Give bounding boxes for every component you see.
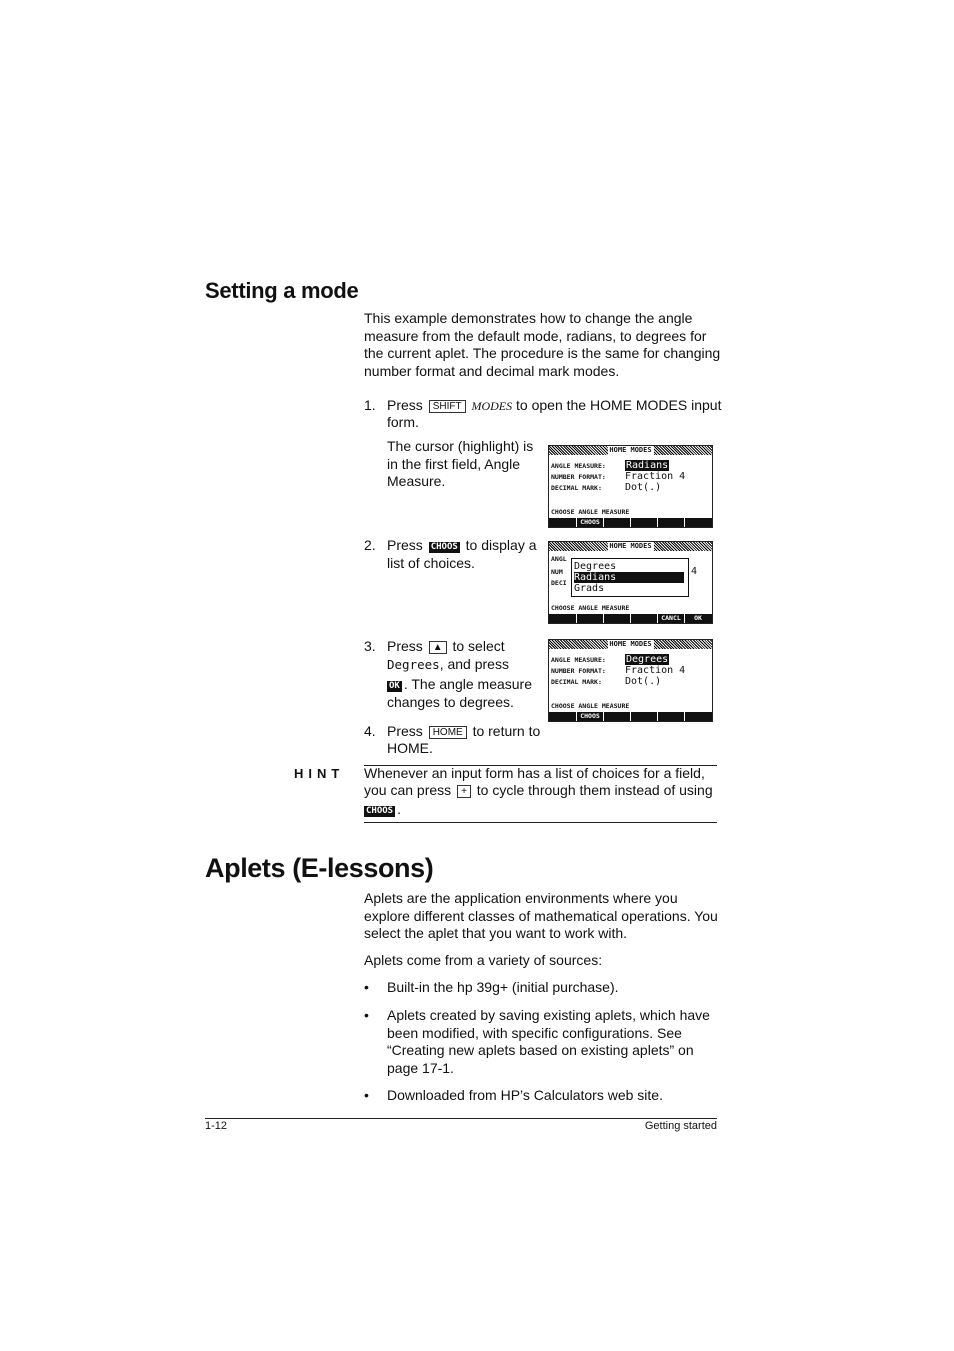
step-text: to return to [472, 723, 541, 739]
choices-popup [571, 558, 689, 597]
screen-title-bar [549, 446, 712, 455]
step-text: , and press [439, 656, 509, 672]
step-text: to display a [465, 537, 537, 553]
bullet-line: Downloaded from HP’s Calculators web site. [387, 1087, 663, 1103]
hint-line-3 [364, 801, 401, 819]
field-value: Dot(.) [625, 676, 662, 687]
menu-key [576, 614, 603, 623]
menu-key: OK [684, 614, 711, 623]
field-label: ANGLE MEASURE: [551, 656, 606, 664]
step-1-note [387, 438, 537, 491]
modes-shifted-label: MODES [471, 399, 513, 413]
step-number: 2. [364, 537, 376, 553]
screen-help-text: CHOOSE ANGLE MEASURE [551, 604, 630, 612]
menu-key [684, 518, 711, 527]
screen-help-text: CHOOSE ANGLE MEASURE [551, 702, 630, 710]
note-line: Measure. [387, 473, 446, 490]
footer-chapter-title: Getting started [644, 1120, 717, 1132]
footer-page-number: 1-12 [205, 1120, 228, 1132]
bullet-line: been modified, with specific configurations. See [387, 1024, 682, 1041]
field-value: Fraction 4 [625, 665, 686, 676]
field-label-partial: ANGL [551, 555, 567, 563]
bullet-line: page 17-1. [387, 1059, 454, 1076]
bullet-line: Aplets created by saving existing aplets, which have [387, 1007, 710, 1023]
home-key: HOME [429, 726, 467, 739]
step-press-word: Press [387, 723, 423, 739]
degrees-mono-text: Degrees [387, 657, 440, 672]
bullet-mark: • [364, 979, 369, 995]
choice-option: Degrees [574, 561, 617, 572]
choos-softkey: CHOOS [430, 542, 458, 552]
intro-line: the current aplet. The procedure is the same for changing [364, 345, 721, 362]
intro-line: This example demonstrates how to change the angle [364, 310, 693, 326]
intro-line: measure from the default mode, radians, to degrees for [364, 327, 707, 344]
screen-title-bar [549, 640, 712, 649]
hint-end: . [397, 801, 401, 817]
step-press-word: Press [387, 397, 423, 413]
note-line: The cursor (highlight) is [387, 438, 534, 454]
choice-option-selected: Radians [574, 572, 684, 583]
field-label: NUMBER FORMAT: [551, 667, 606, 675]
choice-option: Grads [574, 583, 605, 594]
screen-title: HOME MODES [609, 446, 652, 454]
step-3-line-3 [387, 676, 532, 694]
field-label-partial: NUM [551, 568, 563, 576]
hint-text: to cycle through them instead of using [476, 782, 713, 798]
menu-key: CHOOS [576, 712, 603, 721]
choos-softkey: CHOOS [366, 806, 394, 816]
aplets-sources-intro: Aplets come from a variety of sources: [364, 952, 603, 968]
field-value: Dot(.) [625, 482, 662, 493]
step-text: to open the HOME MODES input [516, 397, 722, 413]
menu-key [549, 518, 575, 527]
field-value-partial: 4 [691, 566, 698, 577]
hint-line-1: Whenever an input form has a list of choices for a field, [364, 765, 705, 781]
section-heading-aplets: Aplets (E-lessons) [205, 853, 434, 883]
plus-key: + [457, 785, 471, 798]
field-label: ANGLE MEASURE: [551, 462, 606, 470]
menu-key [684, 712, 711, 721]
paragraph-line: explore different classes of mathematical operations. You [364, 907, 718, 924]
paragraph-line: Aplets are the application environments where you [364, 890, 678, 906]
bullet-line: Built-in the hp 39g+ (initial purchase). [387, 979, 619, 995]
menu-key [657, 712, 684, 721]
step-number: 3. [364, 638, 376, 654]
section-heading-setting-mode: Setting a mode [205, 278, 359, 303]
field-value-selected: Radians [626, 460, 669, 471]
menu-key [630, 518, 657, 527]
aplets-paragraph [364, 890, 724, 943]
menu-key [603, 712, 630, 721]
field-label-partial: DECI [551, 579, 567, 587]
step-2-text [387, 537, 537, 555]
screen-title-bar [549, 542, 712, 551]
menu-key: CHOOS [576, 518, 603, 527]
step-3-line-1 [387, 638, 505, 656]
step-4-text [387, 723, 540, 741]
screen-help-text: CHOOSE ANGLE MEASURE [551, 508, 630, 516]
field-value: Fraction 4 [625, 471, 686, 482]
step-text: changes to degrees. [387, 694, 514, 710]
hint-bottom-rule [364, 822, 717, 823]
field-label: NUMBER FORMAT: [551, 473, 606, 481]
screen-menu-bar [549, 614, 712, 623]
menu-key [549, 614, 575, 623]
field-value-selected: Degrees [626, 654, 669, 665]
bullet-item [387, 1007, 727, 1077]
hint-label: HINT [294, 766, 345, 781]
field-label: DECIMAL MARK: [551, 484, 602, 492]
step-text: HOME. [387, 740, 433, 756]
calculator-screen-3 [548, 639, 713, 722]
menu-key [603, 518, 630, 527]
hint-text: you can press [364, 782, 452, 798]
hint-line-2 [364, 782, 713, 800]
up-arrow-key: ▲ [429, 641, 447, 654]
bullet-line: “Creating new aplets based on existing aplets” on [387, 1042, 694, 1059]
screen-menu-bar [549, 712, 712, 721]
step-press-word: Press [387, 537, 423, 553]
shift-key: SHIFT [429, 400, 466, 413]
screen-title: HOME MODES [609, 640, 652, 648]
step-number: 4. [364, 723, 376, 739]
field-label: DECIMAL MARK: [551, 678, 602, 686]
paragraph-line: select the aplet that you want to work with. [364, 925, 628, 942]
step-text: . The angle measure [403, 676, 532, 692]
menu-key [549, 712, 575, 721]
note-line: in the first field, Angle [387, 455, 521, 472]
screen-title: HOME MODES [609, 542, 652, 550]
calculator-screen-1 [548, 445, 713, 528]
step-press-word: Press [387, 638, 423, 654]
bullet-mark: • [364, 1007, 369, 1023]
footer-rule [205, 1118, 717, 1119]
menu-key [630, 614, 657, 623]
intro-line: number format and decimal mark modes. [364, 362, 620, 379]
calculator-screen-2 [548, 541, 713, 624]
step-text: list of choices. [387, 555, 475, 571]
step-3-line-2 [387, 656, 509, 674]
menu-key: CANCL [657, 614, 684, 623]
menu-key [603, 614, 630, 623]
menu-key [657, 518, 684, 527]
step-text: to select [452, 638, 505, 654]
menu-key [630, 712, 657, 721]
intro-paragraph [364, 310, 724, 380]
screen-menu-bar [549, 518, 712, 527]
step-number: 1. [364, 397, 376, 413]
bullet-mark: • [364, 1087, 369, 1103]
step-text: form. [387, 414, 419, 430]
ok-softkey: OK [389, 681, 400, 691]
step-1-text [387, 397, 727, 416]
